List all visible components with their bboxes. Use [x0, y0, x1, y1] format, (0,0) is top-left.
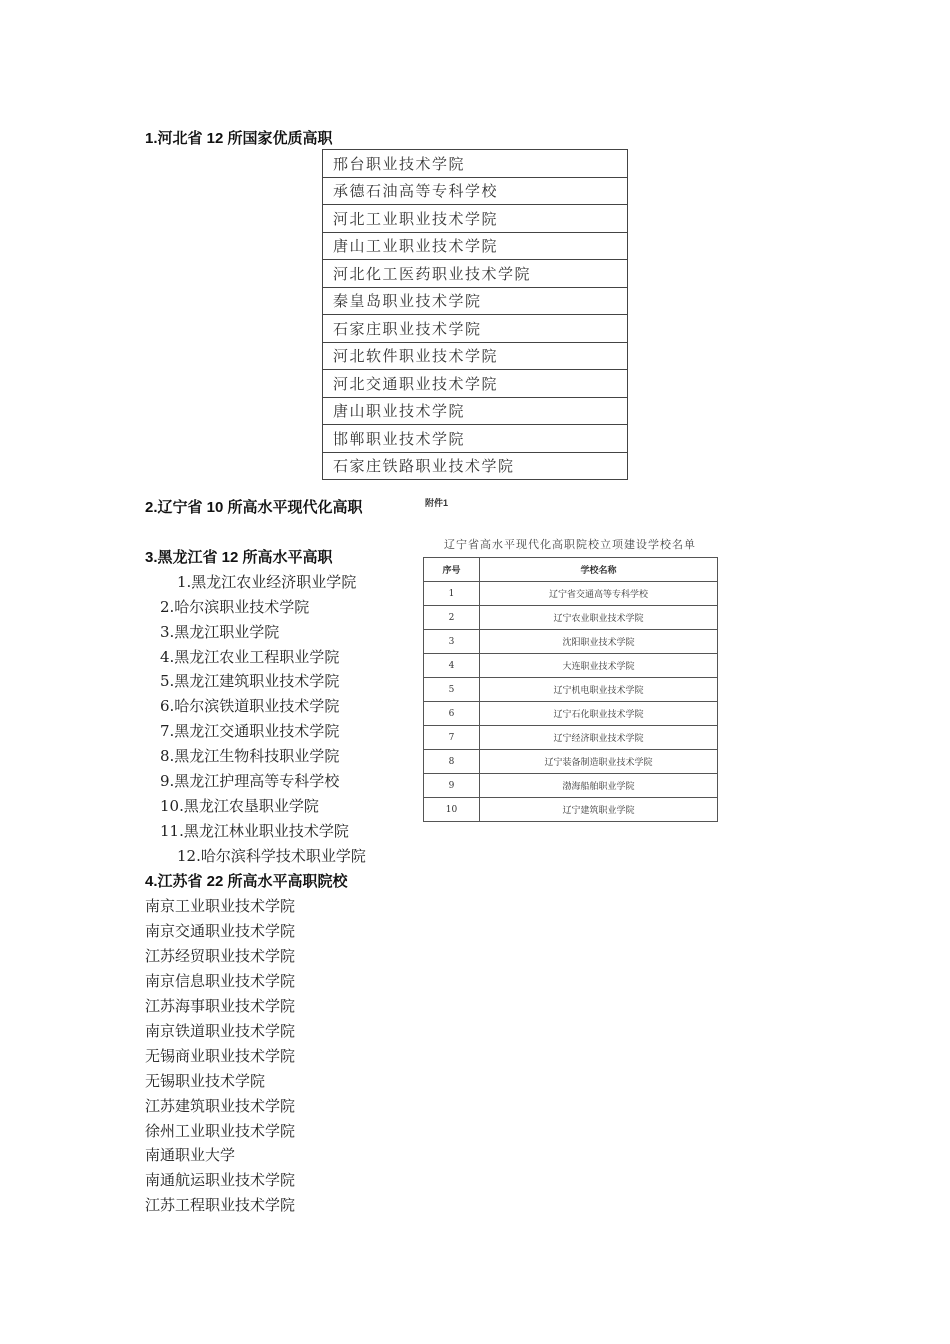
- table-row: [323, 452, 628, 480]
- table-cell: 6: [424, 702, 480, 726]
- table-row: [424, 582, 718, 606]
- list-item: 无锡职业技术学院: [145, 1072, 266, 1090]
- list-item: 南京信息职业技术学院: [145, 972, 296, 990]
- list-item: 南通航运职业技术学院: [145, 1171, 296, 1189]
- list-item: 8.黑龙江生物科技职业学院: [160, 747, 340, 765]
- table-cell: 2: [424, 606, 480, 630]
- table-row: [424, 726, 718, 750]
- list-item: 南京交通职业技术学院: [145, 922, 296, 940]
- table-row: [424, 678, 718, 702]
- attachment-caption: 辽宁省高水平现代化高职院校立项建设学校名单: [444, 538, 696, 551]
- list-item: 无锡商业职业技术学院: [145, 1047, 296, 1065]
- list-item: 江苏建筑职业技术学院: [145, 1097, 296, 1115]
- list-item: 12.哈尔滨科学技术职业学院: [177, 847, 366, 865]
- hebei-table: [322, 149, 628, 480]
- table-cell: 石家庄铁路职业技术学院: [323, 452, 628, 480]
- hebei-heading: 1.河北省 12 所国家优质高职: [145, 130, 333, 147]
- list-item: 3.黑龙江职业学院: [160, 623, 280, 641]
- jiangsu-heading: 4.江苏省 22 所高水平高职院校: [145, 873, 348, 890]
- table-row: [323, 232, 628, 260]
- list-item: 4.黑龙江农业工程职业学院: [160, 648, 340, 666]
- table-row: [323, 260, 628, 288]
- list-item: 南京铁道职业技术学院: [145, 1022, 296, 1040]
- table-cell: 辽宁建筑职业学院: [480, 798, 718, 822]
- table-cell: 辽宁石化职业技术学院: [480, 702, 718, 726]
- list-item: 南京工业职业技术学院: [145, 897, 296, 915]
- table-row: [323, 370, 628, 398]
- table-header-row: [424, 558, 718, 582]
- table-cell: 河北化工医药职业技术学院: [323, 260, 628, 288]
- table-cell: 石家庄职业技术学院: [323, 315, 628, 343]
- table-row: [424, 798, 718, 822]
- table-cell: 10: [424, 798, 480, 822]
- table-cell: 辽宁农业职业技术学院: [480, 606, 718, 630]
- table-cell: 邢台职业技术学院: [323, 150, 628, 178]
- table-cell: 渤海船舶职业学院: [480, 774, 718, 798]
- table-row: [424, 606, 718, 630]
- list-item: 江苏经贸职业技术学院: [145, 947, 296, 965]
- table-row: [323, 315, 628, 343]
- table-cell: 3: [424, 630, 480, 654]
- table-row: [424, 774, 718, 798]
- table-cell: 秦皇岛职业技术学院: [323, 287, 628, 315]
- table-row: [323, 425, 628, 453]
- table-cell: 1: [424, 582, 480, 606]
- list-item: 7.黑龙江交通职业技术学院: [160, 722, 340, 740]
- table-cell: 河北软件职业技术学院: [323, 342, 628, 370]
- table-row: [323, 397, 628, 425]
- column-header: 序号: [424, 558, 480, 582]
- table-cell: 承德石油高等专科学校: [323, 177, 628, 205]
- table-cell: 辽宁装备制造职业技术学院: [480, 750, 718, 774]
- table-cell: 7: [424, 726, 480, 750]
- table-row: [424, 702, 718, 726]
- table-row: [424, 630, 718, 654]
- table-row: [424, 750, 718, 774]
- list-item: 2.哈尔滨职业技术学院: [160, 598, 310, 616]
- attachment-label: 附件1: [425, 498, 449, 508]
- list-item: 10.黑龙江农垦职业学院: [160, 797, 319, 815]
- table-row: [323, 150, 628, 178]
- table-cell: 河北交通职业技术学院: [323, 370, 628, 398]
- table-row: [323, 177, 628, 205]
- liaoning-attachment-image: [421, 494, 719, 824]
- list-item: 南通职业大学: [145, 1146, 236, 1164]
- table-cell: 4: [424, 654, 480, 678]
- list-item: 江苏海事职业技术学院: [145, 997, 296, 1015]
- table-cell: 沈阳职业技术学院: [480, 630, 718, 654]
- table-row: [323, 342, 628, 370]
- list-item: 1.黑龙江农业经济职业学院: [177, 573, 357, 591]
- table-cell: 9: [424, 774, 480, 798]
- list-item: 徐州工业职业技术学院: [145, 1122, 296, 1140]
- table-cell: 辽宁机电职业技术学院: [480, 678, 718, 702]
- liaoning-table: [423, 557, 718, 822]
- list-item: 6.哈尔滨铁道职业技术学院: [160, 697, 340, 715]
- list-item: 9.黑龙江护理高等专科学校: [160, 772, 340, 790]
- table-cell: 邯郸职业技术学院: [323, 425, 628, 453]
- column-header: 学校名称: [480, 558, 718, 582]
- table-cell: 5: [424, 678, 480, 702]
- list-item: 11.黑龙江林业职业技术学院: [160, 822, 349, 840]
- table-cell: 辽宁经济职业技术学院: [480, 726, 718, 750]
- table-cell: 唐山工业职业技术学院: [323, 232, 628, 260]
- table-cell: 河北工业职业技术学院: [323, 205, 628, 233]
- list-item: 江苏工程职业技术学院: [145, 1196, 296, 1214]
- table-cell: 大连职业技术学院: [480, 654, 718, 678]
- table-row: [424, 654, 718, 678]
- heilongjiang-heading: 3.黑龙江省 12 所高水平高职: [145, 549, 333, 566]
- table-cell: 唐山职业技术学院: [323, 397, 628, 425]
- table-cell: 8: [424, 750, 480, 774]
- table-row: [323, 287, 628, 315]
- list-item: 5.黑龙江建筑职业技术学院: [160, 672, 340, 690]
- table-cell: 辽宁省交通高等专科学校: [480, 582, 718, 606]
- table-row: [323, 205, 628, 233]
- liaoning-heading: 2.辽宁省 10 所高水平现代化高职: [145, 499, 363, 516]
